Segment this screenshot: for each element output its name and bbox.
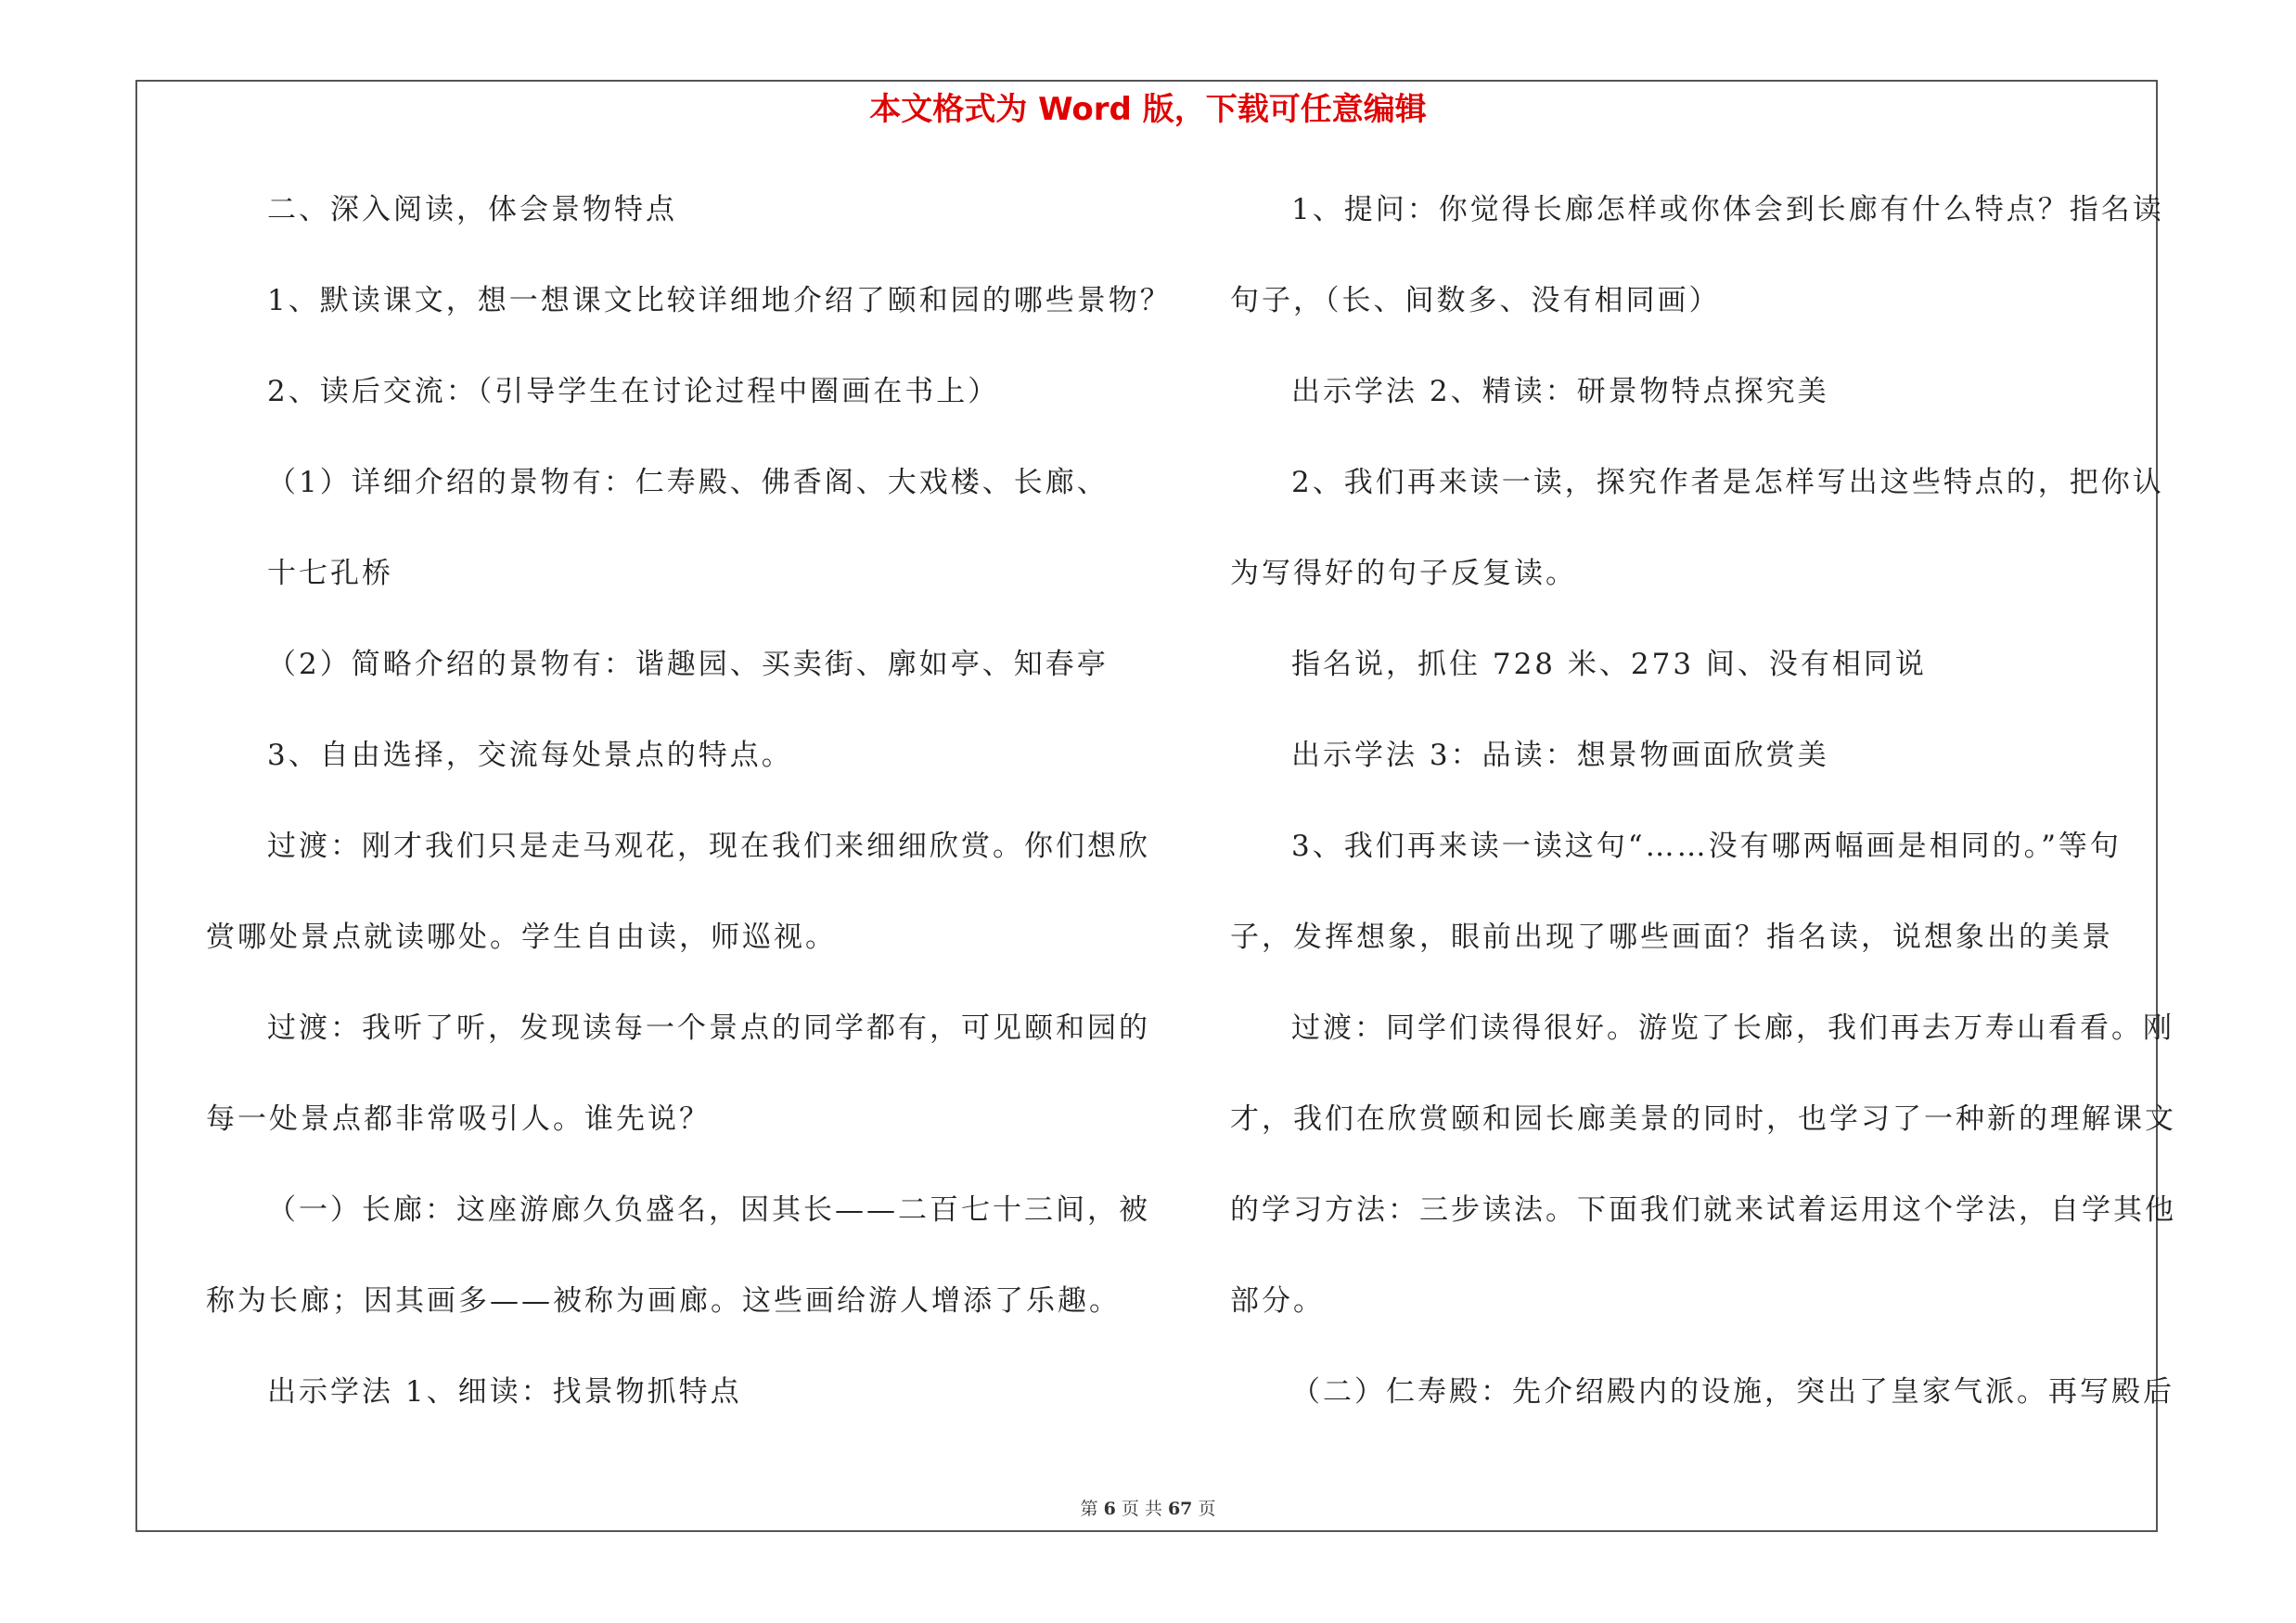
text-line: 出示学法 2、精读：研景物特点探究美 (1291, 375, 1829, 408)
text-line: 1、提问：你觉得长廊怎样或你体会到长廊有什么特点？指名读 (1291, 193, 2164, 226)
text-line: 2、读后交流：（引导学生在讨论过程中圈画在书上） (267, 375, 1000, 408)
text-line: 3、我们再来读一读这句“……没有哪两幅画是相同的。”等句 (1291, 830, 2122, 863)
footer-suffix: 页 (1198, 1499, 1216, 1519)
text-line: （一）长廊：这座游廊久负盛名，因其长——二百七十三间，被 (267, 1193, 1150, 1227)
text-line: 句子，（长、间数多、没有相同画） (1230, 284, 1721, 317)
text-line: （二）仁寿殿：先介绍殿内的设施，突出了皇家气派。再写殿后 (1291, 1375, 2174, 1409)
text-line: 过渡：同学们读得很好。游览了长廊，我们再去万寿山看看。刚 (1291, 1011, 2174, 1045)
text-line: 过渡：我听了听，发现读每一个景点的同学都有，可见颐和园的 (267, 1011, 1150, 1045)
text-line: 称为长廊；因其画多——被称为画廊。这些画给游人增添了乐趣。 (206, 1284, 1121, 1318)
footer-prefix: 第 (1080, 1499, 1098, 1519)
text-line: 子，发挥想象，眼前出现了哪些画面？指名读，说想象出的美景 (1230, 921, 2113, 954)
footer-middle: 页 共 (1121, 1499, 1162, 1519)
footer-total-pages: 67 (1167, 1499, 1193, 1519)
text-line: 2、我们再来读一读，探究作者是怎样写出这些特点的，把你认 (1291, 466, 2164, 499)
document-header: 本文格式为 Word 版，下载可任意编辑 (869, 91, 1427, 128)
text-line: 3、自由选择，交流每处景点的特点。 (267, 739, 793, 772)
text-line: 为写得好的句子反复读。 (1230, 557, 1577, 590)
text-line: 的学习方法：三步读法。下面我们就来试着运用这个学法，自学其他 (1230, 1193, 2176, 1227)
text-line: 十七孔桥 (267, 557, 393, 590)
text-line: 出示学法 1、细读：找景物抓特点 (267, 1375, 742, 1409)
text-line: 每一处景点都非常吸引人。谁先说？ (206, 1102, 711, 1136)
text-line: 过渡：刚才我们只是走马观花，现在我们来细细欣赏。你们想欣 (267, 830, 1150, 863)
text-line: 部分。 (1230, 1284, 1325, 1318)
text-line: 指名说，抓住 728 米、273 间、没有相同说 (1291, 648, 1927, 681)
footer-page-number: 6 (1103, 1499, 1116, 1519)
text-line: 出示学法 3：品读：想景物画面欣赏美 (1291, 739, 1829, 772)
right-column (1230, 184, 2176, 1457)
text-line: 才，我们在欣赏颐和园长廊美景的同时，也学习了一种新的理解课文 (1230, 1102, 2176, 1136)
text-line: 二、深入阅读，体会景物特点 (267, 193, 677, 226)
text-line: （1）详细介绍的景物有：仁寿殿、佛香阁、大戏楼、长廊、 (267, 466, 1109, 499)
left-column (206, 184, 1172, 1457)
page-footer (0, 1495, 2296, 1520)
text-line: （2）简略介绍的景物有：谐趣园、买卖街、廓如亭、知春亭 (267, 648, 1109, 681)
text-line: 1、默读课文，想一想课文比较详细地介绍了颐和园的哪些景物？ (267, 284, 1172, 317)
text-line: 赏哪处景点就读哪处。学生自由读，师巡视。 (206, 921, 837, 954)
